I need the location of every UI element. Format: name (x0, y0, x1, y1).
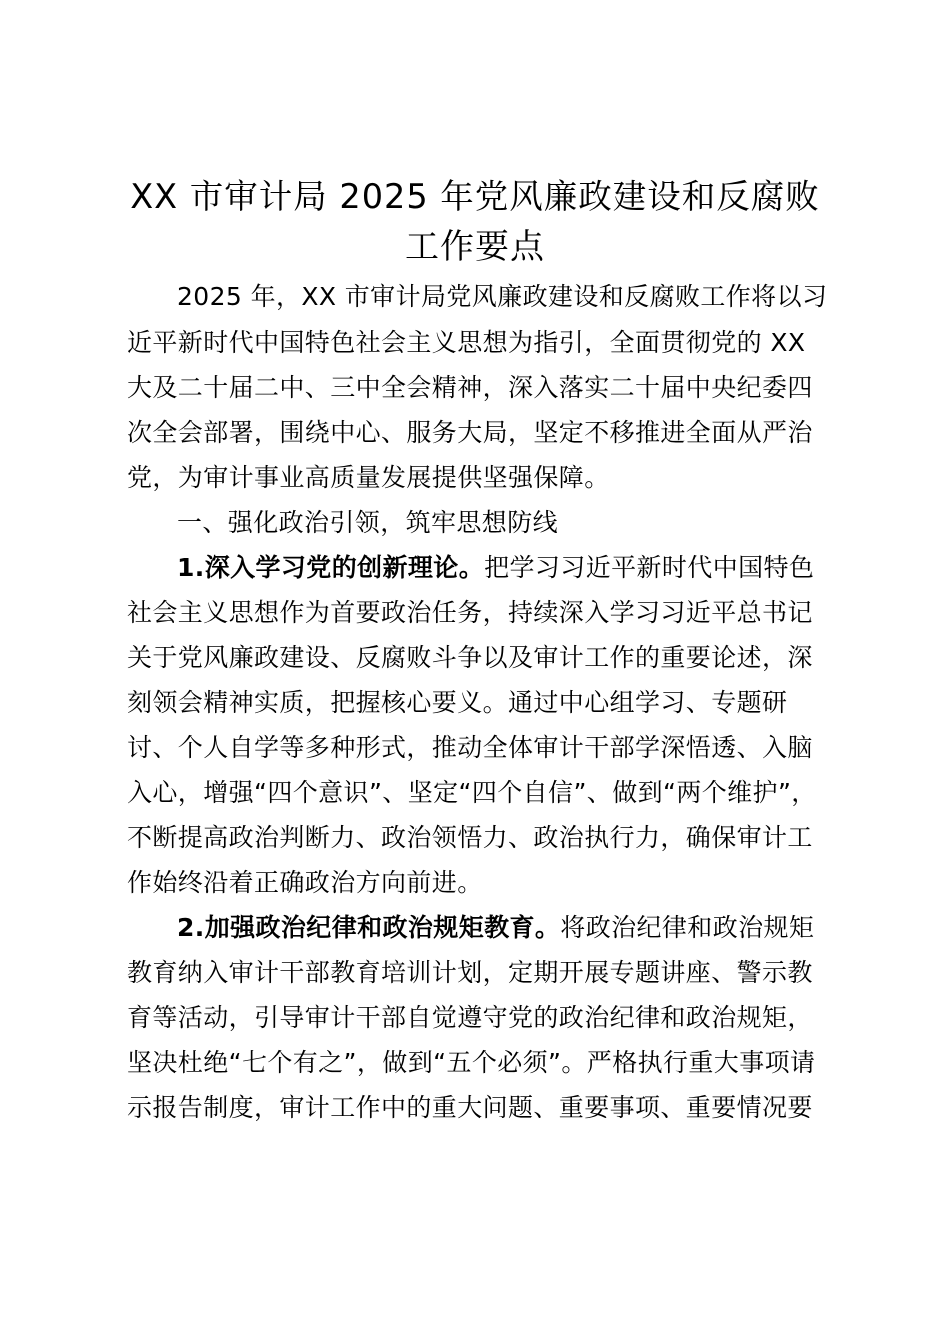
intro-line-3: 大及二十届二中、三中全会精神，深入落实二十届中央纪委四 (127, 373, 813, 402)
item-1-line-8: 作始终沿着正确政治方向前进。 (127, 868, 483, 897)
item-2-lead: 2.加强政治纪律和政治规矩教育。 (177, 913, 561, 942)
intro-line-4: 次全会部署，围绕中心、服务大局，坚定不移推进全面从严治 (127, 418, 813, 447)
item-2-line-1 (177, 913, 827, 943)
intro-line-2: 近平新时代中国特色社会主义思想为指引，全面贯彻党的 XX (127, 328, 806, 357)
item-1-lead: 1.深入学习党的创新理论。 (177, 553, 485, 582)
item-1-line-5: 讨、个人自学等多种形式，推动全体审计干部学深悟透、入脑 (127, 733, 813, 762)
item-1-line-7: 不断提高政治判断力、政治领悟力、政治执行力，确保审计工 (127, 823, 813, 852)
item-1-line-6: 入心，增强“四个意识”、坚定“四个自信”、做到“两个维护”， (127, 778, 817, 807)
item-2-line-2: 教育纳入审计干部教育培训计划，定期开展专题讲座、警示教 (127, 958, 813, 987)
item-2-text: 将政治纪律和政治规矩 (560, 913, 815, 942)
item-1-line-1 (177, 553, 827, 583)
document-title-line-1: XX 市审计局 2025 年党风廉政建设和反腐败 (130, 177, 820, 216)
intro-line-5: 党，为审计事业高质量发展提供坚强保障。 (127, 463, 610, 492)
item-2-line-5: 示报告制度，审计工作中的重大问题、重要事项、重要情况要 (127, 1093, 813, 1122)
item-2-line-3: 育等活动，引导审计干部自觉遵守党的政治纪律和政治规矩， (127, 1003, 813, 1032)
item-1-line-2: 社会主义思想作为首要政治任务，持续深入学习习近平总书记 (127, 598, 813, 627)
item-1-line-3: 关于党风廉政建设、反腐败斗争以及审计工作的重要论述，深 (127, 643, 813, 672)
item-2-line-4: 坚决杜绝“七个有之”，做到“五个必须”。严格执行重大事项请 (127, 1048, 816, 1077)
section-heading-1: 一、强化政治引领，筑牢思想防线 (177, 508, 559, 537)
item-1-line-4: 刻领会精神实质，把握核心要义。通过中心组学习、专题研 (127, 688, 788, 717)
intro-line-1: 2025 年，XX 市审计局党风廉政建设和反腐败工作将以习 (177, 282, 828, 311)
document-title-line-2: 工作要点 (405, 227, 545, 267)
item-1-text: 把学习习近平新时代中国特色 (484, 553, 815, 582)
